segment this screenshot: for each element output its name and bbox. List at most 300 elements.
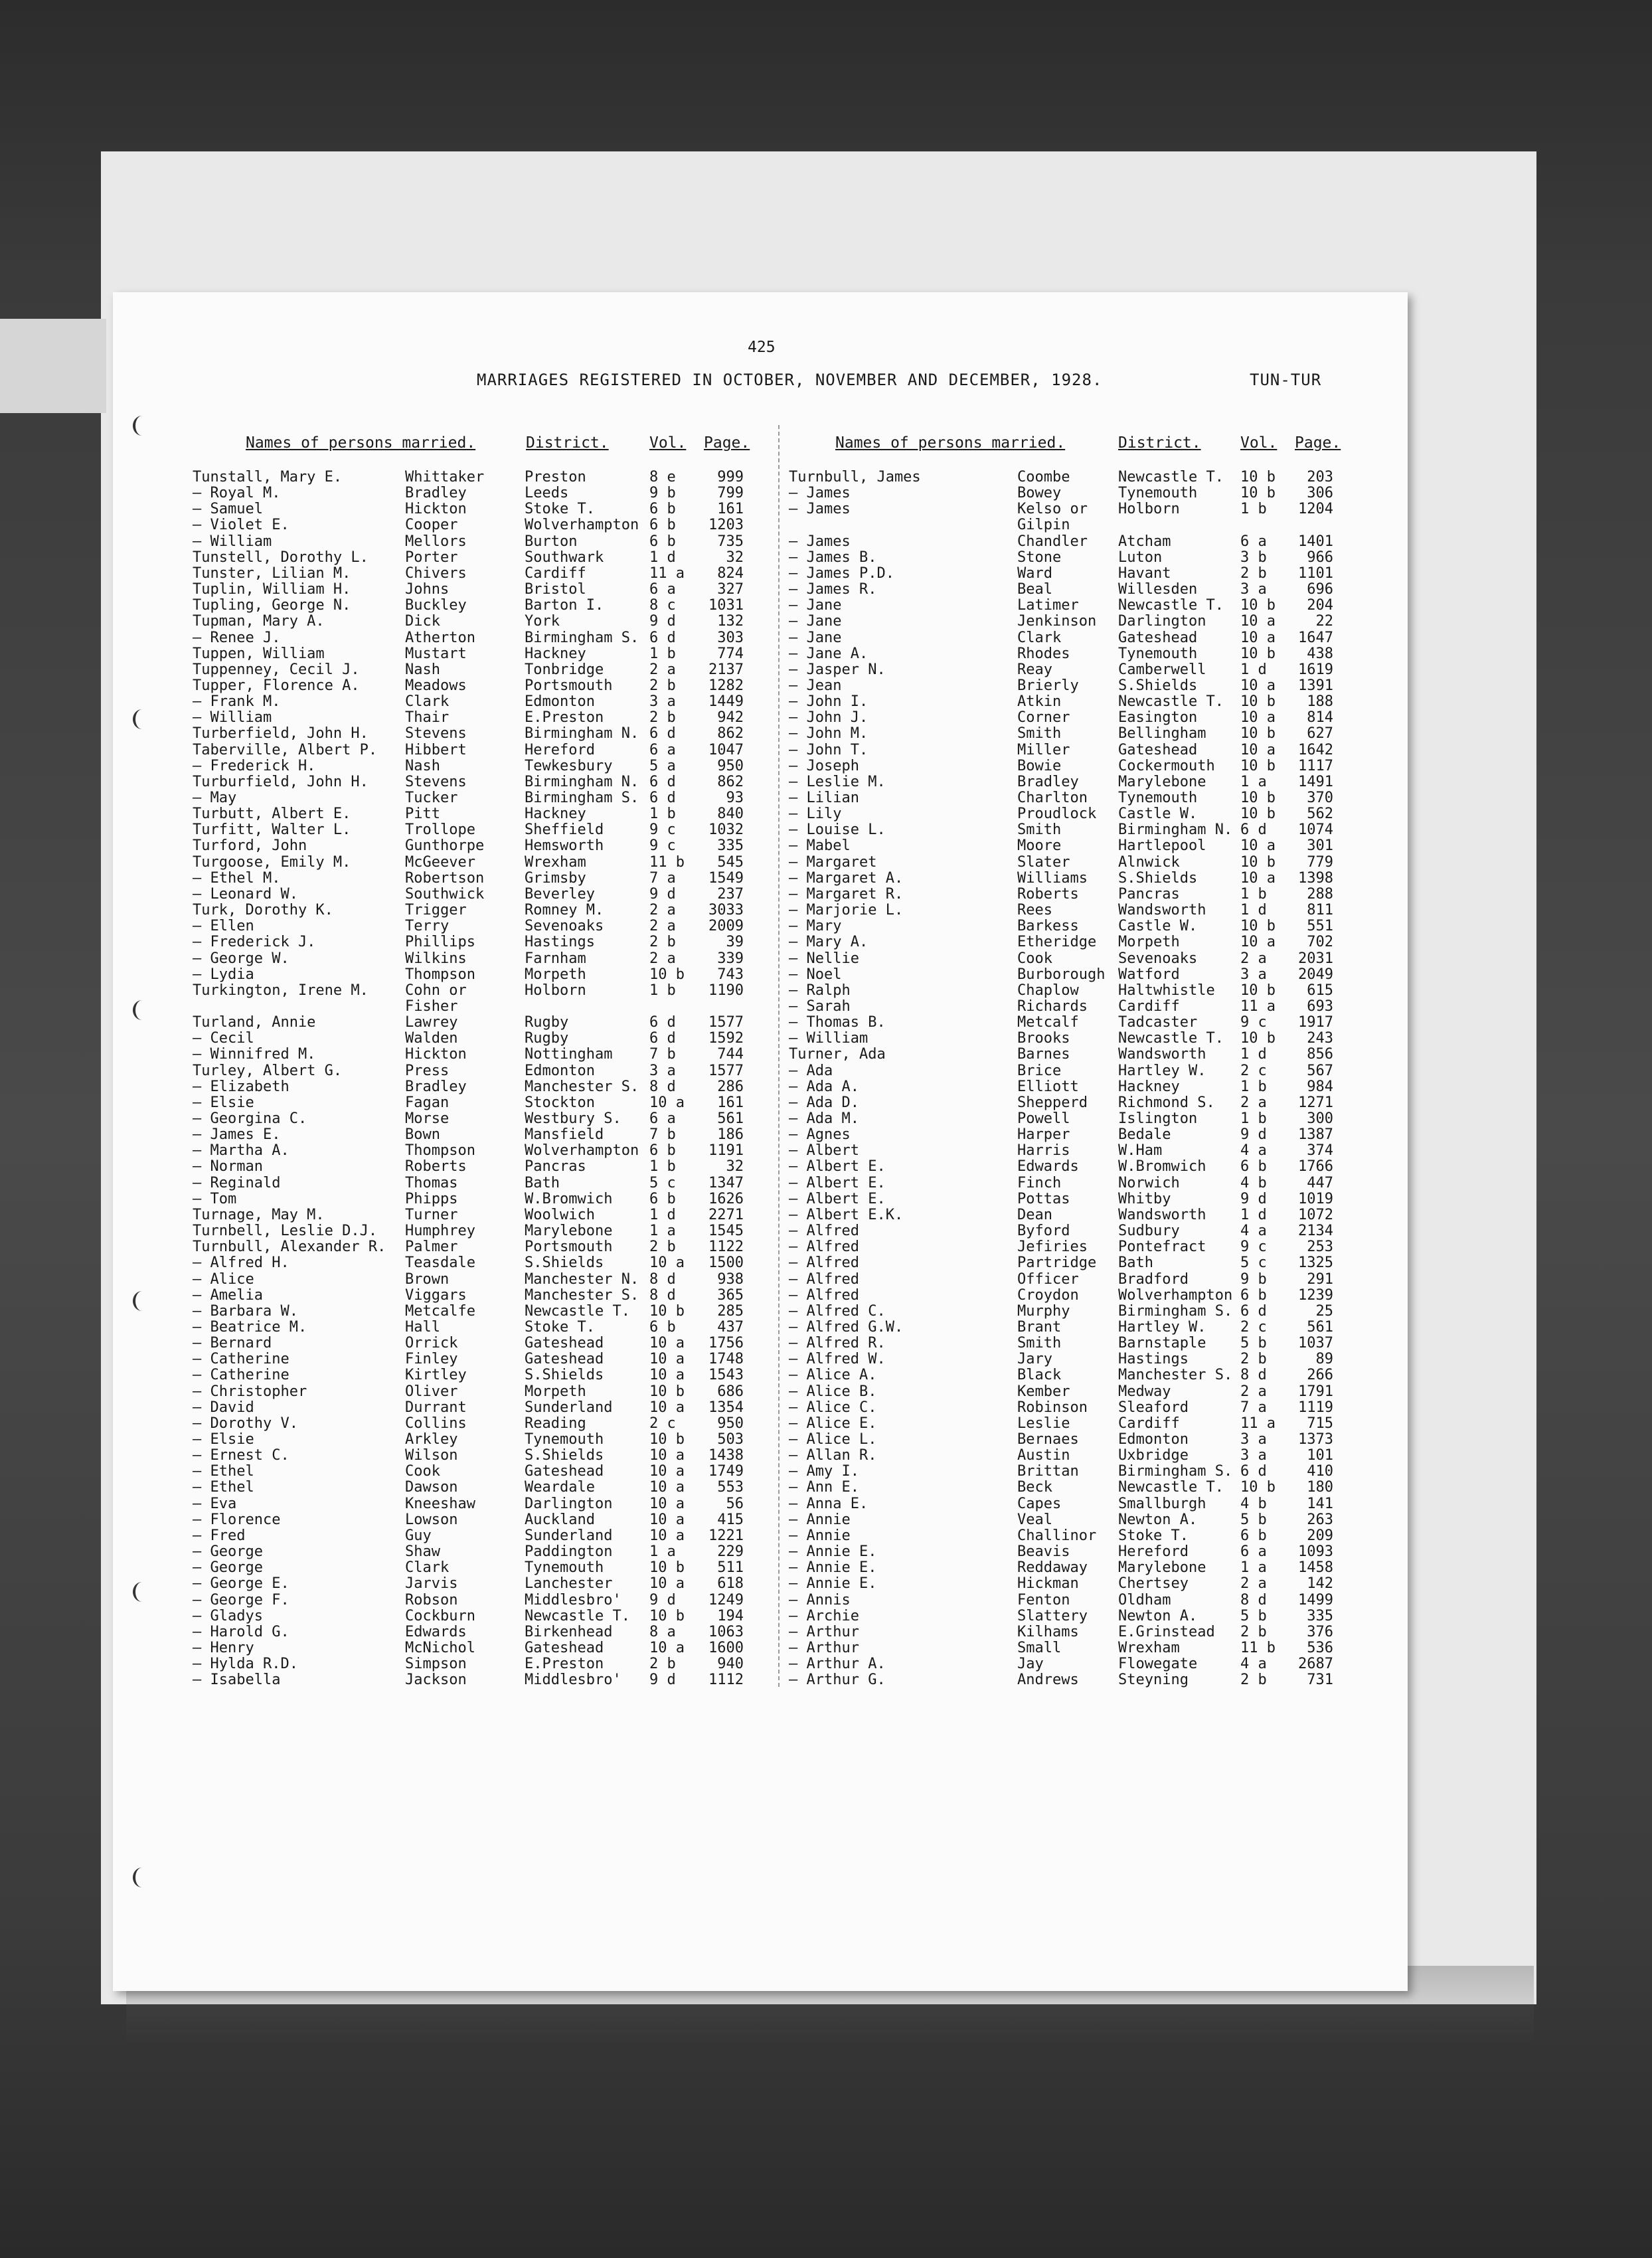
entry-district: Morpeth — [525, 966, 586, 983]
entry-district: Willesden — [1118, 581, 1198, 598]
entry-name: — Mabel — [789, 837, 851, 855]
entry-volume: 10 a — [649, 1463, 685, 1480]
entry-spouse-surname: Williams — [1017, 869, 1088, 887]
entry-volume: 2 b — [1240, 564, 1267, 582]
entry-page: 32 — [726, 1158, 744, 1175]
entry-page: 938 — [717, 1270, 744, 1288]
entry-page: 1458 — [1298, 1559, 1333, 1577]
entry-district: Edmonton — [525, 1062, 595, 1079]
entry-spouse-surname: Proudlock — [1017, 806, 1097, 823]
register-entry — [113, 1239, 777, 1255]
entry-name: — George W. — [193, 950, 289, 967]
entry-district: Whitby — [1118, 1190, 1171, 1207]
entry-name: — James E. — [193, 1126, 281, 1144]
entry-page: 1203 — [708, 517, 744, 534]
left-column — [113, 292, 777, 1991]
entry-volume: 6 b — [1240, 1527, 1267, 1544]
entry-spouse-surname: Thompson — [405, 1142, 475, 1160]
entry-district: Marylebone — [525, 1223, 613, 1240]
register-entry — [113, 854, 777, 870]
entry-district: Birmingham N. — [525, 725, 639, 742]
entry-district: Edmonton — [525, 693, 595, 711]
entry-volume: 1 a — [1240, 773, 1267, 790]
entry-spouse-surname: Phipps — [405, 1190, 458, 1207]
right-column-header — [789, 434, 1453, 454]
entry-spouse-surname: Smith — [1017, 822, 1062, 839]
register-entry — [113, 1303, 777, 1319]
entry-name: — Alice — [193, 1270, 254, 1288]
page-header: Page. — [1295, 434, 1341, 452]
entry-spouse-surname: Bown — [405, 1126, 440, 1144]
entry-page: 410 — [1307, 1463, 1333, 1480]
entry-volume: 10 b — [1240, 1030, 1276, 1047]
register-entry — [113, 758, 777, 774]
entry-spouse-surname: Jarvis — [405, 1575, 458, 1593]
entry-district: Wandsworth — [1118, 1206, 1206, 1223]
entry-spouse-surname: Tucker — [405, 790, 458, 806]
entry-name: — Nellie — [789, 950, 859, 967]
register-entry — [789, 1383, 1453, 1399]
entry-name: — Frederick J. — [193, 934, 316, 951]
entry-volume: 2 b — [1240, 1672, 1267, 1689]
entry-page: 365 — [717, 1286, 744, 1304]
entry-district: Bellingham — [1118, 725, 1206, 742]
entry-page: 1019 — [1298, 1190, 1333, 1207]
entry-page: 503 — [717, 1431, 744, 1448]
entry-spouse-surname: Bowie — [1017, 757, 1062, 774]
register-entry — [113, 837, 777, 853]
entry-spouse-surname: Richards — [1017, 998, 1088, 1015]
register-entry — [789, 1447, 1453, 1463]
entry-district: Bradford — [1118, 1270, 1189, 1288]
entry-page: 735 — [717, 533, 744, 550]
register-entry — [789, 1367, 1453, 1383]
register-entry — [113, 1624, 777, 1640]
entry-spouse-surname: Bradley — [405, 1078, 467, 1095]
entry-name: — Ralph — [789, 982, 851, 999]
entry-spouse-surname: Barkess — [1017, 918, 1079, 935]
entry-page: 1499 — [1298, 1591, 1333, 1608]
entry-name: — Alice A. — [789, 1367, 877, 1384]
entry-volume: 10 a — [649, 1511, 685, 1528]
register-entry — [789, 549, 1453, 565]
entry-page: 141 — [1307, 1495, 1333, 1512]
entry-district: Tonbridge — [525, 661, 604, 678]
register-entry — [113, 886, 777, 902]
entry-volume: 1 b — [1240, 1078, 1267, 1095]
entry-district: E.Preston — [525, 709, 604, 727]
entry-page: 615 — [1307, 982, 1333, 999]
entry-volume: 2 b — [649, 934, 676, 951]
entry-district: Sleaford — [1118, 1399, 1189, 1416]
register-entry — [113, 485, 777, 501]
entry-volume: 6 b — [649, 1318, 676, 1336]
entry-name: — Mary A. — [789, 934, 868, 951]
entry-district: Newcastle T. — [525, 1302, 630, 1320]
right-column — [789, 292, 1453, 1991]
entry-volume: 1 d — [1240, 902, 1267, 919]
entry-spouse-surname: Partridge — [1017, 1255, 1097, 1272]
entry-volume: 10 a — [1240, 613, 1276, 630]
entry-district: Birmingham S. — [1118, 1302, 1233, 1320]
entry-volume: 1 d — [649, 1206, 676, 1223]
entry-volume: 3 b — [1240, 549, 1267, 566]
register-entry — [113, 1142, 777, 1158]
entry-spouse-surname: Kneeshaw — [405, 1495, 475, 1512]
names-header: Names of persons married. — [246, 434, 476, 452]
entry-name: Turgoose, Emily M. — [193, 853, 351, 871]
register-entry — [789, 806, 1453, 822]
entry-volume: 4 b — [1240, 1174, 1267, 1191]
entry-name: — Albert — [789, 1142, 859, 1160]
entry-name: — George — [193, 1543, 263, 1561]
register-entry — [113, 1223, 777, 1239]
entry-spouse-surname: Harris — [1017, 1142, 1070, 1160]
entry-district: Woolwich — [525, 1206, 595, 1223]
entry-page: 161 — [717, 1094, 744, 1111]
entry-page: 25 — [1315, 1302, 1333, 1320]
entry-page: 1093 — [1298, 1543, 1333, 1561]
entry-district: Morpeth — [1118, 934, 1180, 951]
entry-name: Tuppen, William — [193, 645, 325, 662]
entry-spouse-surname: Moore — [1017, 837, 1062, 855]
entry-page: 774 — [717, 645, 744, 662]
entry-volume: 10 b — [649, 1607, 685, 1624]
entry-spouse-surname: Robson — [405, 1591, 458, 1608]
entry-spouse-surname: Beavis — [1017, 1543, 1070, 1561]
entry-volume: 10 b — [1240, 645, 1276, 662]
entry-page: 553 — [717, 1479, 744, 1496]
entry-volume: 9 c — [649, 837, 676, 855]
entry-spouse-surname: McNichol — [405, 1639, 475, 1656]
entry-page: 1072 — [1298, 1206, 1333, 1223]
entry-page: 799 — [717, 485, 744, 502]
entry-volume: 8 a — [649, 1623, 676, 1640]
register-entry — [113, 1319, 777, 1335]
register-entry — [789, 1046, 1453, 1062]
register-entry — [113, 597, 777, 613]
register-entry — [789, 1656, 1453, 1672]
entry-spouse-surname: Palmer — [405, 1239, 458, 1256]
register-entry — [789, 1559, 1453, 1575]
entry-volume: 11 a — [649, 564, 685, 582]
register-entry — [113, 1479, 777, 1495]
register-entry — [113, 613, 777, 629]
entry-volume: 7 b — [649, 1046, 676, 1063]
entry-spouse-surname: Corner — [1017, 709, 1070, 727]
register-entry — [113, 822, 777, 837]
entry-page: 1047 — [708, 741, 744, 758]
entry-page: 335 — [1307, 1607, 1333, 1624]
entry-district: Easington — [1118, 709, 1198, 727]
entry-district: Sudbury — [1118, 1223, 1180, 1240]
entry-volume: 11 b — [1240, 1639, 1276, 1656]
entry-volume: 8 d — [1240, 1367, 1267, 1384]
entry-spouse-surname: Clark — [405, 1559, 450, 1577]
entry-name: — Alfred C. — [789, 1302, 886, 1320]
entry-volume: 8 d — [649, 1078, 676, 1095]
entry-volume: 10 b — [1240, 918, 1276, 935]
register-entry — [113, 950, 777, 966]
entry-spouse-surname: Orrick — [405, 1335, 458, 1352]
entry-page: 300 — [1307, 1110, 1333, 1127]
vol-header: Vol. — [1240, 434, 1278, 452]
entry-district: York — [525, 613, 560, 630]
entry-volume: 3 a — [1240, 966, 1267, 983]
entry-district: Hackney — [1118, 1078, 1180, 1095]
entry-spouse-surname: Arkley — [405, 1431, 458, 1448]
entry-spouse-surname: Brooks — [1017, 1030, 1070, 1047]
entry-page: 89 — [1315, 1351, 1333, 1368]
entry-spouse-surname: Meadows — [405, 677, 467, 694]
entry-name: Tupling, George N. — [193, 597, 351, 614]
entry-spouse-surname: Beal — [1017, 581, 1052, 598]
entry-page: 1756 — [708, 1335, 744, 1352]
register-entry — [113, 1447, 777, 1463]
entry-district: Richmond S. — [1118, 1094, 1215, 1111]
entry-district: Tewkesbury — [525, 757, 613, 774]
entry-volume: 3 a — [1240, 581, 1267, 598]
entry-volume: 5 c — [1240, 1255, 1267, 1272]
entry-volume: 10 a — [649, 1575, 685, 1593]
entry-district: Watford — [1118, 966, 1180, 983]
entry-volume: 11 b — [649, 853, 685, 871]
entry-page: 562 — [1307, 806, 1333, 823]
entry-page: 686 — [717, 1383, 744, 1400]
entry-district: Barnstaple — [1118, 1335, 1206, 1352]
entry-name: — Frank M. — [193, 693, 281, 711]
entry-name: — Catherine — [193, 1351, 289, 1368]
entry-spouse-surname: Smith — [1017, 725, 1062, 742]
entry-page: 731 — [1307, 1672, 1333, 1689]
entry-page: 301 — [1307, 837, 1333, 855]
entry-spouse-surname: Atherton — [405, 629, 475, 646]
entry-page: 950 — [717, 1415, 744, 1432]
entry-spouse-surname: Fagan — [405, 1094, 450, 1111]
register-entry — [789, 1223, 1453, 1239]
entry-volume: 6 b — [649, 1190, 676, 1207]
entry-volume: 10 a — [649, 1255, 685, 1272]
entry-spouse-surname: Simpson — [405, 1656, 467, 1673]
vol-header: Vol. — [649, 434, 687, 452]
entry-volume: 7 a — [1240, 1399, 1267, 1416]
entry-spouse-surname: Leslie — [1017, 1415, 1070, 1432]
register-entry — [789, 469, 1453, 485]
entry-name: — Alfred — [789, 1270, 859, 1288]
entry-spouse-surname: Murphy — [1017, 1302, 1070, 1320]
entry-page: 2031 — [1298, 950, 1333, 967]
register-entry — [789, 1479, 1453, 1495]
register-entry — [113, 646, 777, 661]
register-entry — [789, 982, 1453, 998]
entry-volume: 8 d — [1240, 1591, 1267, 1608]
entry-volume: 9 c — [649, 822, 676, 839]
entry-spouse-surname: Hickton — [405, 501, 467, 518]
entry-volume: 2 c — [1240, 1318, 1267, 1336]
entry-district: Middlesbro' — [525, 1672, 621, 1689]
entry-volume: 6 a — [1240, 533, 1267, 550]
entry-page: 101 — [1307, 1447, 1333, 1464]
register-entry — [113, 549, 777, 565]
entry-page: 511 — [717, 1559, 744, 1577]
entry-volume: 7 b — [649, 1126, 676, 1144]
entry-volume: 1 b — [649, 645, 676, 662]
entry-volume: 1 d — [1240, 661, 1267, 678]
entry-district: Wandsworth — [1118, 902, 1206, 919]
entry-district: Newcastle T. — [525, 1607, 630, 1624]
entry-page: 1037 — [1298, 1335, 1333, 1352]
entry-name: — Florence — [193, 1511, 281, 1528]
entry-name: — Alice C. — [789, 1399, 877, 1416]
register-entry — [789, 1191, 1453, 1207]
entry-name: — Elizabeth — [193, 1078, 289, 1095]
entry-spouse-surname: Stevens — [405, 773, 467, 790]
column-divider — [778, 425, 780, 1687]
entry-name: — Ernest C. — [193, 1447, 289, 1464]
entry-name: — Elsie — [193, 1431, 254, 1448]
entry-name: Turberfield, John H. — [193, 725, 369, 742]
entry-volume: 2 b — [649, 677, 676, 694]
entry-district: Cardiff — [1118, 1415, 1180, 1432]
entry-volume: 10 a — [1240, 934, 1276, 951]
entry-name: Tuplin, William H. — [193, 581, 351, 598]
entry-page: 824 — [717, 564, 744, 582]
entry-spouse-surname: Andrews — [1017, 1672, 1079, 1689]
entry-page: 1543 — [708, 1367, 744, 1384]
entry-name: — Alfred — [789, 1223, 859, 1240]
entry-name: Turkington, Irene M. — [193, 982, 369, 999]
entry-spouse-surname: Whittaker — [405, 469, 485, 485]
entry-volume: 6 d — [649, 725, 676, 742]
entry-name: — Albert E. — [789, 1174, 886, 1191]
entry-page: 1449 — [708, 693, 744, 711]
entry-volume: 1 b — [1240, 1110, 1267, 1127]
entry-volume: 1 b — [1240, 501, 1267, 518]
entry-district: Auckland — [525, 1511, 595, 1528]
entry-district: Stoke T. — [525, 501, 595, 518]
entry-spouse-surname: Phillips — [405, 934, 475, 951]
entry-page: 811 — [1307, 902, 1333, 919]
entry-district: Birkenhead — [525, 1623, 613, 1640]
register-entry — [789, 934, 1453, 950]
entry-district: Camberwell — [1118, 661, 1206, 678]
register-entry — [113, 1126, 777, 1142]
entry-name: — James B. — [789, 549, 877, 566]
register-entry — [789, 1287, 1453, 1303]
register-entry — [113, 661, 777, 677]
entry-district: Chertsey — [1118, 1575, 1189, 1593]
entry-volume: 10 a — [649, 1447, 685, 1464]
register-entry — [789, 646, 1453, 661]
entry-page: 1626 — [708, 1190, 744, 1207]
entry-district: Holborn — [1118, 501, 1180, 518]
entry-name: — Isabella — [193, 1672, 281, 1689]
entry-name: — Alice B. — [789, 1383, 877, 1400]
entry-page: 1354 — [708, 1399, 744, 1416]
entry-district: W.Bromwich — [525, 1190, 613, 1207]
entry-volume: 10 a — [1240, 869, 1276, 887]
entry-page: 2134 — [1298, 1223, 1333, 1240]
entry-spouse-surname: Press — [405, 1062, 450, 1079]
entry-page: 1917 — [1298, 1014, 1333, 1031]
entry-district: Sunderland — [525, 1527, 613, 1544]
entry-name: — Violet E. — [193, 517, 289, 534]
entry-name: — David — [193, 1399, 254, 1416]
page-title: MARRIAGES REGISTERED IN OCTOBER, NOVEMBER AND DECEMBER, 1928. — [477, 371, 1103, 389]
entry-page: 32 — [726, 549, 744, 566]
register-entry — [789, 1463, 1453, 1479]
entry-spouse-surname: Kirtley — [405, 1367, 467, 1384]
entry-district: Newcastle T. — [1118, 597, 1224, 614]
entry-page: 1122 — [708, 1239, 744, 1256]
entry-district: Tynemouth — [525, 1431, 604, 1448]
entry-district: Westbury S. — [525, 1110, 621, 1127]
entry-name: — Renee J. — [193, 629, 281, 646]
entry-district: Castle W. — [1118, 918, 1198, 935]
entry-volume: 10 b — [649, 1383, 685, 1400]
entry-volume: 10 b — [649, 1302, 685, 1320]
entry-volume: 5 a — [649, 757, 676, 774]
entry-name: — Martha A. — [193, 1142, 289, 1160]
entry-volume: 6 b — [1240, 1286, 1267, 1304]
register-entry — [789, 1063, 1453, 1079]
entry-name: — Alice L. — [789, 1431, 877, 1448]
entry-volume: 2 c — [1240, 1062, 1267, 1079]
entry-volume: 10 b — [1240, 790, 1276, 806]
entry-name: Turk, Dorothy K. — [193, 902, 333, 919]
register-entry — [113, 982, 777, 998]
register-entry — [113, 1672, 777, 1688]
register-entry — [789, 501, 1453, 517]
register-entry — [789, 998, 1453, 1014]
entry-district: Southwark — [525, 549, 604, 566]
entry-page: 561 — [1307, 1318, 1333, 1336]
entry-volume: 9 b — [1240, 1270, 1267, 1288]
entry-district: Uxbridge — [1118, 1447, 1189, 1464]
register-entry — [789, 1640, 1453, 1656]
register-entry — [789, 1271, 1453, 1287]
register-entry — [789, 1399, 1453, 1415]
entry-district: Birmingham S. — [1118, 1463, 1233, 1480]
entry-page: 1642 — [1298, 741, 1333, 758]
entry-name: — Albert E.K. — [789, 1206, 904, 1223]
entry-spouse-surname: McGeever — [405, 853, 475, 871]
entry-volume: 6 b — [649, 533, 676, 550]
names-header: Names of persons married. — [835, 434, 1066, 452]
entry-district: Hastings — [1118, 1351, 1189, 1368]
register-entry — [789, 517, 1453, 533]
entry-page: 627 — [1307, 725, 1333, 742]
entry-volume: 2 c — [649, 1415, 676, 1432]
register-entry — [113, 501, 777, 517]
entry-district: Hartley W. — [1118, 1318, 1206, 1336]
entry-name: — Dorothy V. — [193, 1415, 298, 1432]
entry-page: 243 — [1307, 1030, 1333, 1047]
entry-district: Mansfield — [525, 1126, 604, 1144]
entry-spouse-surname: Kilhams — [1017, 1623, 1079, 1640]
entry-page: 567 — [1307, 1062, 1333, 1079]
entry-page: 374 — [1307, 1142, 1333, 1160]
entry-volume: 10 b — [1240, 853, 1276, 871]
entry-name: — John J. — [789, 709, 868, 727]
entry-name: — Alfred W. — [789, 1351, 886, 1368]
entry-district: Hackney — [525, 645, 586, 662]
entry-volume: 6 d — [649, 1030, 676, 1047]
entry-page: 1112 — [708, 1672, 744, 1689]
entry-name: — Winnifred M. — [193, 1046, 316, 1063]
entry-name: — William — [193, 709, 272, 727]
entry-page: 999 — [717, 469, 744, 485]
